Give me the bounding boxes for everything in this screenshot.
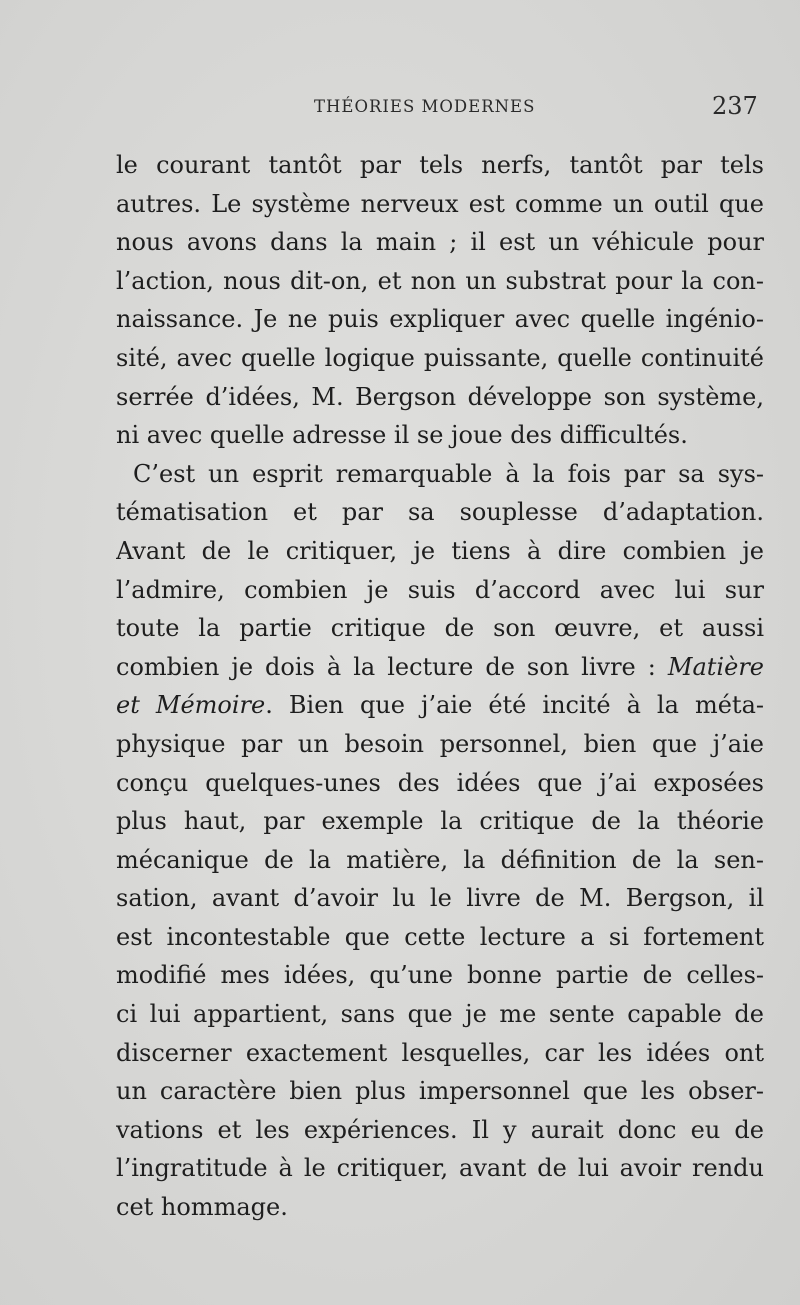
text-line: vations et les expériences. Il y aurait donc eu de: [116, 1115, 764, 1144]
text-line: est incontestable que cette lecture a si fortement: [116, 922, 764, 951]
text-line: naissance. Je ne puis expliquer avec quelle ingénio-: [116, 305, 764, 334]
text-line: physique par un besoin personnel, bien que j’aie: [116, 729, 764, 758]
text-line: l’ingratitude à le critiquer, avant de lui avoir rendu: [116, 1154, 764, 1183]
text-line: ni avec quelle adresse il se joue des difficultés.: [116, 421, 688, 450]
text-line: Avant de le critiquer, je tiens à dire combien je: [116, 536, 764, 565]
text-line: toute la partie critique de son œuvre, et aussi: [116, 614, 764, 643]
text-line: conçu quelques-unes des idées que j’ai exposées: [116, 768, 764, 797]
text-line: nous avons dans la main ; il est un véhicule pour: [116, 228, 764, 257]
text-line: discerner exactement lesquelles, car les idées ont: [116, 1038, 764, 1067]
text-line: tématisation et par sa souplesse d’adaptation.: [116, 498, 764, 527]
page-number: 237: [712, 92, 758, 120]
text-line: modifié mes idées, qu’une bonne partie de celles-: [116, 961, 764, 990]
text-line: sation, avant d’avoir lu le livre de M. Bergson, il: [116, 884, 764, 913]
paragraph-first-line: C’est un esprit remarquable à la fois par sa sys-: [133, 459, 764, 488]
body-text: [116, 146, 764, 1227]
text-line: mécanique de la matière, la définition de la sen-: [116, 845, 764, 874]
text-line: et Mémoire. Bien que j’aie été incité à la méta-: [116, 691, 764, 720]
text-line: ci lui appartient, sans que je me sente capable de: [116, 1000, 764, 1029]
text-line: sité, avec quelle logique puissante, quelle continuité: [116, 343, 764, 372]
text-line: un caractère bien plus impersonnel que les obser-: [116, 1077, 764, 1106]
text-line: l’admire, combien je suis d’accord avec lui sur: [116, 575, 764, 604]
book-title-italic: et Mémoire: [116, 691, 266, 720]
book-title-italic: Matière: [667, 652, 764, 681]
running-title: THÉORIES MODERNES: [314, 97, 536, 116]
text-line: serrée d’idées, M. Bergson développe son système,: [116, 382, 764, 411]
text-line: combien je dois à la lecture de son livre : Matière: [116, 652, 764, 681]
text-line: cet hommage.: [116, 1193, 288, 1222]
text-line: plus haut, par exemple la critique de la théorie: [116, 807, 764, 836]
text-line: l’action, nous dit-on, et non un substrat pour la con-: [116, 266, 764, 295]
text-line: autres. Le système nerveux est comme un outil que: [116, 189, 764, 218]
text-line: le courant tantôt par tels nerfs, tantôt par tels: [116, 151, 764, 179]
